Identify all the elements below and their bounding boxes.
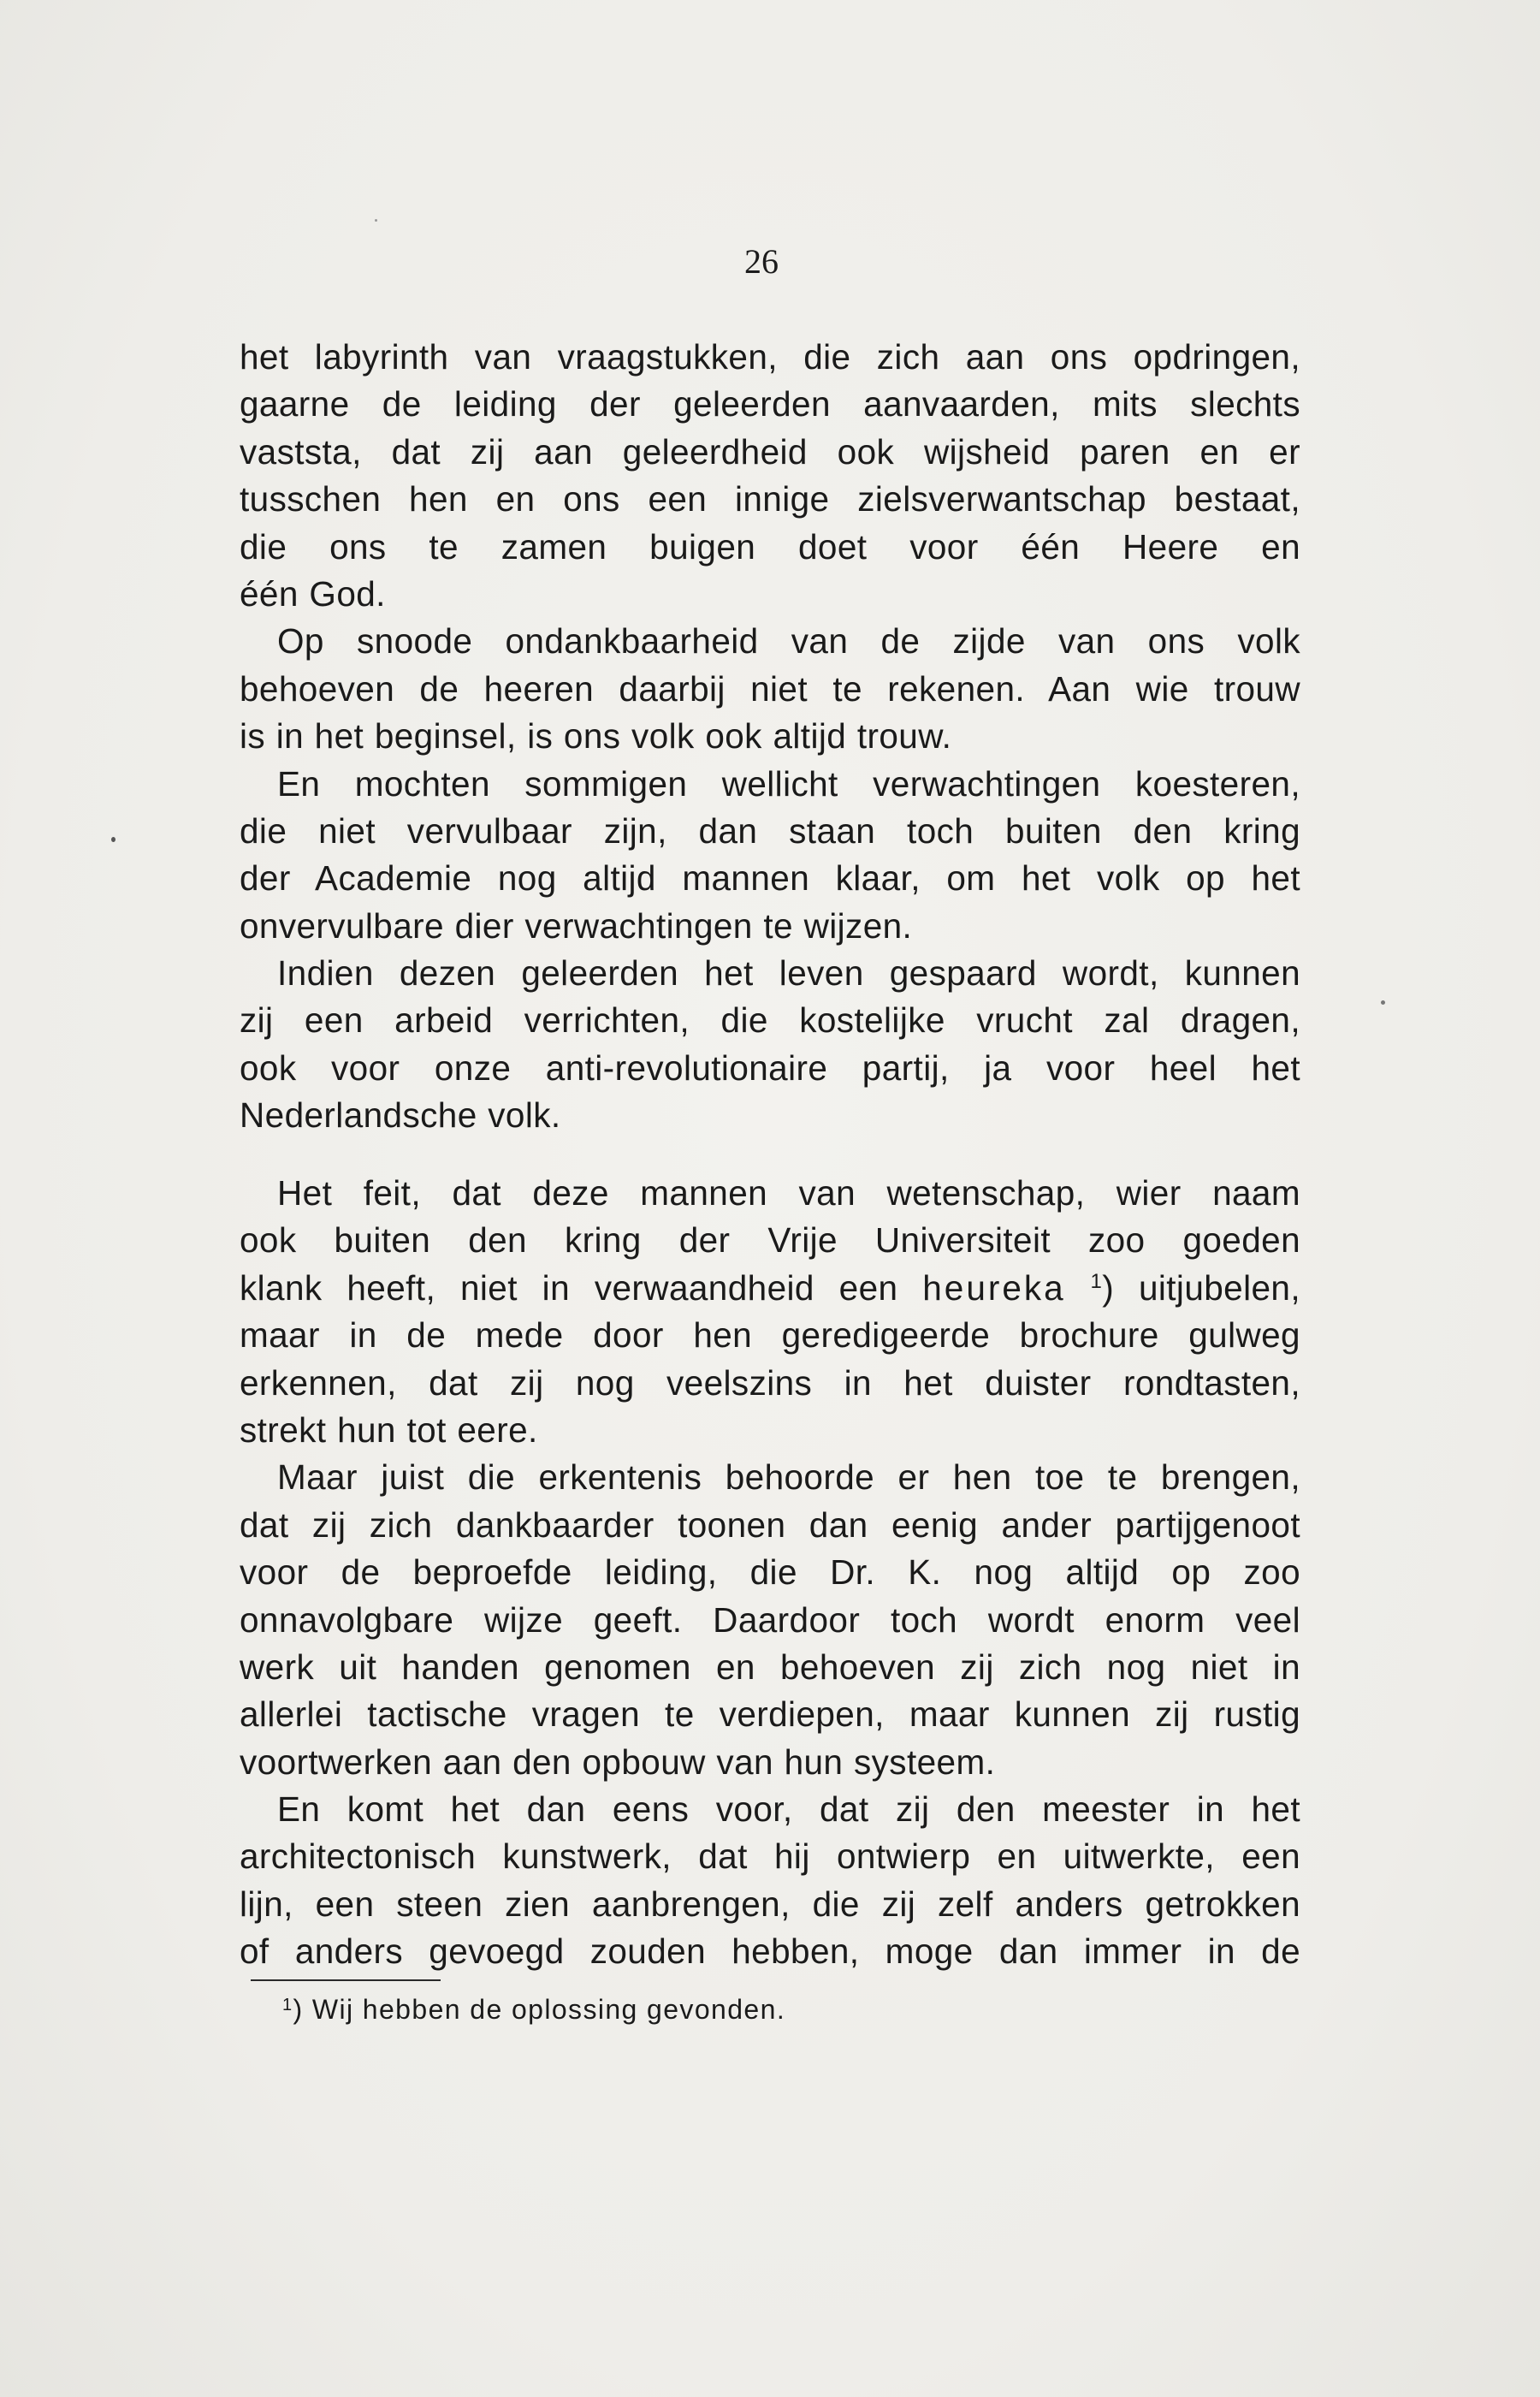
footnote-text: ) Wij hebben de oplossing gevonden. bbox=[293, 1994, 786, 2025]
footnote-divider bbox=[251, 1979, 441, 1981]
text-line: Indien dezen geleerden het leven gespaard wordt, kunnen bbox=[277, 953, 1300, 994]
text-line: die niet vervulbaar zijn, dan staan toch buiten den kring bbox=[240, 810, 1300, 851]
text-line: ook voor onze anti-revolutionaire partij, ja voor heel het bbox=[240, 1047, 1300, 1088]
text-line: die ons te zamen buigen doet voor één Heere en bbox=[240, 526, 1300, 567]
text-line: werk uit handen genomen en behoeven zij zich nog niet in bbox=[240, 1646, 1300, 1687]
text-line: Het feit, dat deze mannen van wetenschap, wier naam bbox=[277, 1173, 1300, 1213]
text-line: allerlei tactische vragen te verdiepen, maar kunnen zij rustig bbox=[240, 1694, 1300, 1735]
text-line: onnavolgbare wijze geeft. Daardoor toch wordt enorm veel bbox=[240, 1599, 1300, 1640]
text-line: behoeven de heeren daarbij niet te rekenen. Aan wie trouw bbox=[240, 668, 1300, 709]
text-line: erkennen, dat zij nog veelszins in het duister rondtasten, bbox=[240, 1362, 1300, 1403]
line-fragment: ) uitjubelen, bbox=[1102, 1267, 1300, 1308]
text-line: der Academie nog altijd mannen klaar, om het volk op het bbox=[240, 858, 1300, 899]
text-line: vaststa, dat zij aan geleerdheid ook wijsheid paren en er bbox=[240, 431, 1300, 472]
text-line: zij een arbeid verrichten, die kostelijke vrucht zal dragen, bbox=[240, 1000, 1300, 1041]
text-line: voortwerken aan den opbouw van hun systeem. bbox=[240, 1741, 996, 1782]
text-line: één God. bbox=[240, 573, 386, 614]
text-line: is in het beginsel, is ons volk ook altijd trouw. bbox=[240, 716, 952, 756]
spaced-word-heureka: heureka bbox=[922, 1267, 1066, 1308]
text-line: tusschen hen en ons een innige zielsverwantschap bestaat, bbox=[240, 479, 1300, 519]
text-line: Op snoode ondankbaarheid van de zijde van ons volk bbox=[277, 621, 1300, 662]
footnote-reference: 1 bbox=[1090, 1269, 1103, 1293]
paper-speck bbox=[111, 837, 116, 842]
text-line: En mochten sommigen wellicht verwachtingen koesteren, bbox=[277, 763, 1300, 804]
text-line: Maar juist die erkentenis behoorde er hen toe te brengen, bbox=[277, 1457, 1300, 1498]
text-section-1 bbox=[240, 334, 1300, 1140]
page-number: 26 bbox=[744, 242, 779, 281]
paper-speck bbox=[1381, 1000, 1385, 1005]
footnote-marker: 1 bbox=[282, 1996, 293, 2014]
footnote bbox=[282, 1987, 785, 2032]
text-line: onvervulbare dier verwachtingen te wijzen. bbox=[240, 905, 913, 946]
text-line: dat zij zich dankbaarder toonen dan eenig ander partijgenoot bbox=[240, 1504, 1300, 1545]
text-line: lijn, een steen zien aanbrengen, die zij zelf anders getrokken bbox=[240, 1884, 1300, 1924]
text-line: architectonisch kunstwerk, dat hij ontwierp en uitwerkte, een bbox=[240, 1836, 1300, 1877]
text-line: ook buiten den kring der Vrije Universiteit zoo goeden bbox=[240, 1220, 1300, 1261]
text-line-with-footnote bbox=[240, 1265, 1300, 1312]
text-line: het labyrinth van vraagstukken, die zich aan ons opdringen, bbox=[240, 337, 1300, 377]
text-line: strekt hun tot eere. bbox=[240, 1409, 538, 1450]
line-fragment: klank heeft, niet in verwaandheid een bbox=[240, 1267, 923, 1308]
text-section-2 bbox=[240, 1170, 1300, 1976]
text-line: Nederlandsche volk. bbox=[240, 1095, 561, 1136]
text-line: maar in de mede door hen geredigeerde brochure gulweg bbox=[240, 1315, 1300, 1356]
text-line: voor de beproefde leiding, die Dr. K. nog altijd op zoo bbox=[240, 1552, 1300, 1593]
paper-speck bbox=[375, 219, 377, 222]
text-line: gaarne de leiding der geleerden aanvaarden, mits slechts bbox=[240, 384, 1300, 424]
text-line: of anders gevoegd zouden hebben, moge dan immer in de bbox=[240, 1931, 1300, 1972]
text-line: En komt het dan eens voor, dat zij den meester in het bbox=[277, 1789, 1300, 1830]
